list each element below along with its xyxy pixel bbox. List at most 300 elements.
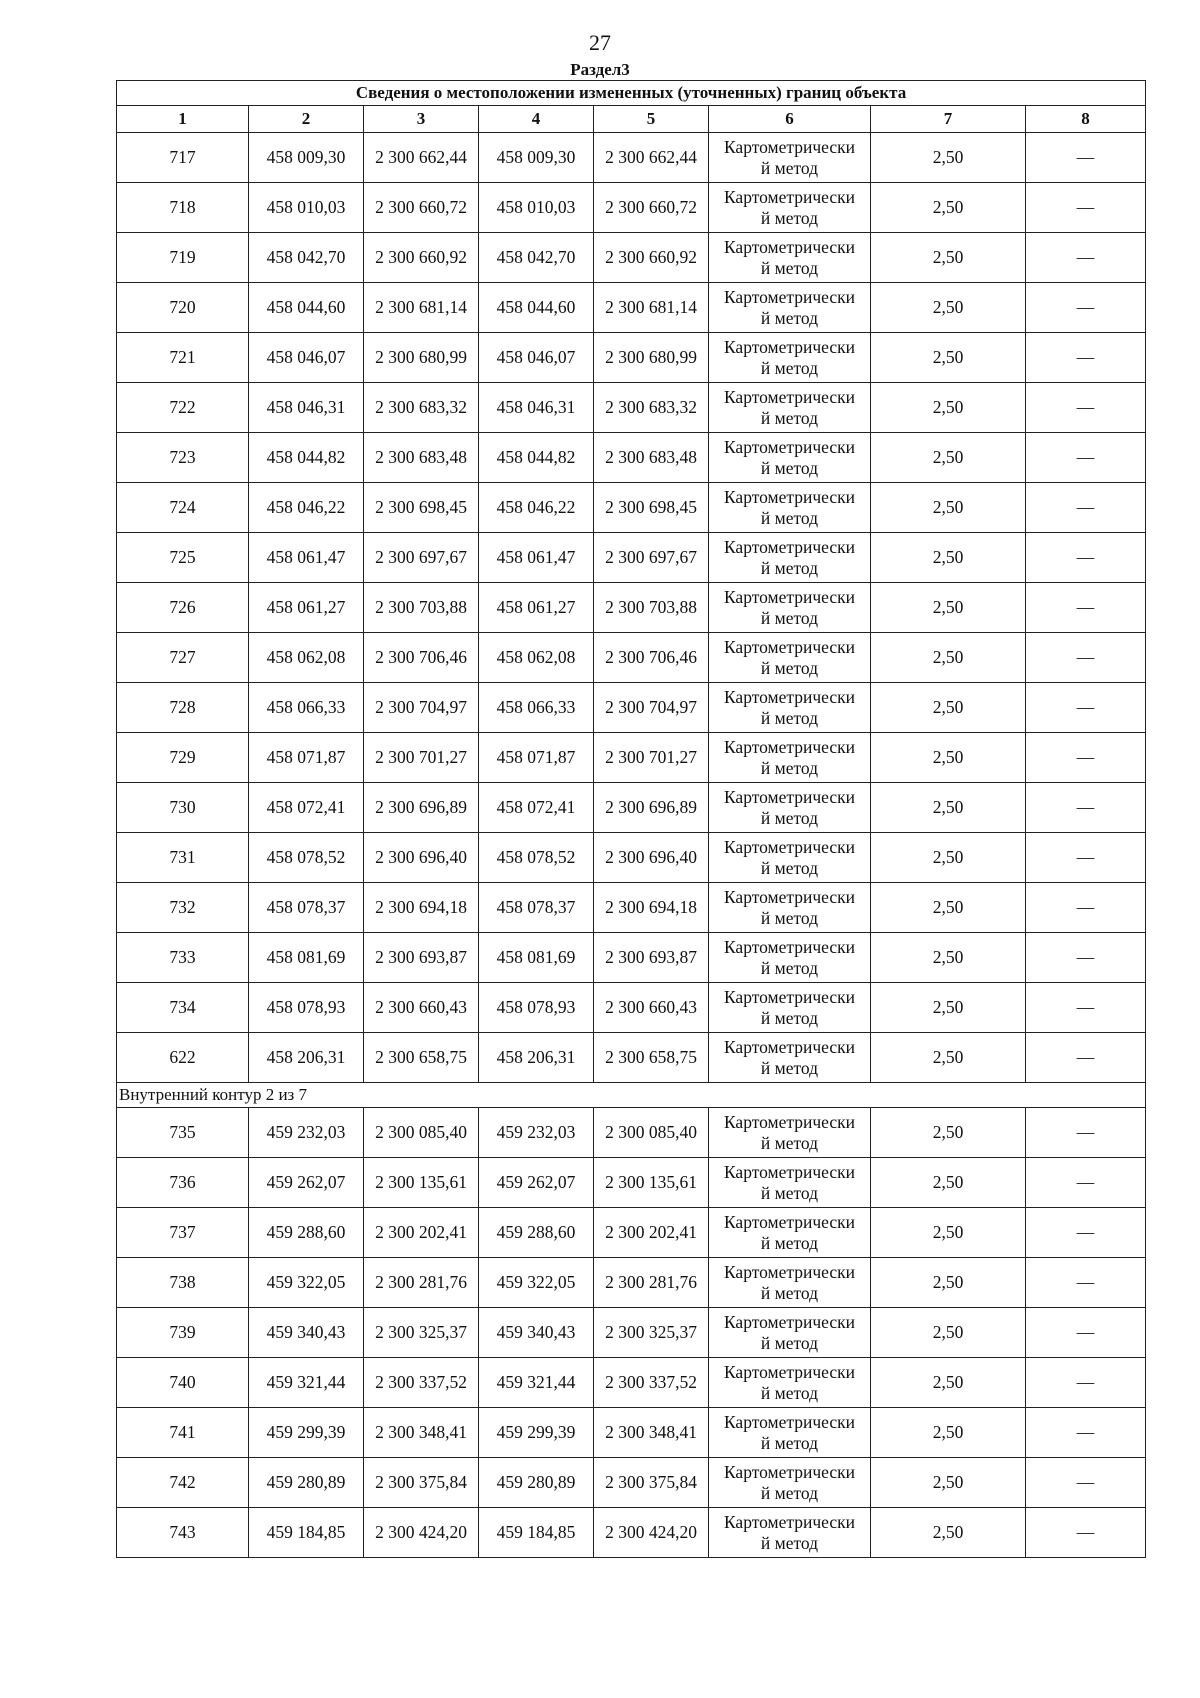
- accuracy-cell: 2,50: [871, 733, 1026, 783]
- method-line-1: Картометрически: [723, 836, 856, 857]
- method-cell: [709, 1458, 871, 1508]
- x-old-cell: 459 232,03: [249, 1108, 364, 1158]
- method-cell: [709, 683, 871, 733]
- x-new-cell: 458 072,41: [479, 783, 594, 833]
- accuracy-cell: 2,50: [871, 1408, 1026, 1458]
- method-line-2: й метод: [760, 257, 819, 278]
- x-old-cell: 459 288,60: [249, 1208, 364, 1258]
- x-old-cell: 458 046,22: [249, 483, 364, 533]
- x-new-cell: 459 299,39: [479, 1408, 594, 1458]
- accuracy-cell: 2,50: [871, 133, 1026, 183]
- x-old-cell: 458 078,52: [249, 833, 364, 883]
- method-line-2: й метод: [760, 207, 819, 228]
- method-line-1: Картометрически: [723, 1211, 856, 1232]
- accuracy-cell: 2,50: [871, 883, 1026, 933]
- method-line-2: й метод: [760, 757, 819, 778]
- note-cell: —: [1026, 433, 1146, 483]
- y-new-cell: 2 300 706,46: [594, 633, 709, 683]
- method-line-1: Картометрически: [723, 1036, 856, 1057]
- note-cell: —: [1026, 133, 1146, 183]
- method-line-2: й метод: [760, 607, 819, 628]
- method-cell: [709, 1508, 871, 1558]
- x-new-cell: 459 322,05: [479, 1258, 594, 1308]
- accuracy-cell: 2,50: [871, 533, 1026, 583]
- x-old-cell: 458 066,33: [249, 683, 364, 733]
- x-new-cell: 458 061,47: [479, 533, 594, 583]
- method-cell: [709, 483, 871, 533]
- accuracy-cell: 2,50: [871, 583, 1026, 633]
- x-new-cell: 459 288,60: [479, 1208, 594, 1258]
- y-new-cell: 2 300 660,43: [594, 983, 709, 1033]
- method-line-2: й метод: [760, 157, 819, 178]
- x-new-cell: 458 071,87: [479, 733, 594, 783]
- method-cell: [709, 733, 871, 783]
- note-cell: —: [1026, 1033, 1146, 1083]
- point-number-cell: 732: [117, 883, 249, 933]
- table-row: [117, 883, 1146, 933]
- y-new-cell: 2 300 703,88: [594, 583, 709, 633]
- x-new-cell: 458 062,08: [479, 633, 594, 683]
- x-new-cell: 458 046,07: [479, 333, 594, 383]
- x-old-cell: 458 061,47: [249, 533, 364, 583]
- method-cell: [709, 633, 871, 683]
- method-cell: [709, 233, 871, 283]
- accuracy-cell: 2,50: [871, 833, 1026, 883]
- note-cell: —: [1026, 1108, 1146, 1158]
- note-cell: —: [1026, 483, 1146, 533]
- x-new-cell: 458 010,03: [479, 183, 594, 233]
- y-old-cell: 2 300 424,20: [364, 1508, 479, 1558]
- x-old-cell: 458 010,03: [249, 183, 364, 233]
- x-new-cell: 458 042,70: [479, 233, 594, 283]
- table-row: [117, 1208, 1146, 1258]
- x-old-cell: 459 262,07: [249, 1158, 364, 1208]
- y-new-cell: 2 300 662,44: [594, 133, 709, 183]
- point-number-cell: 725: [117, 533, 249, 583]
- x-old-cell: 459 340,43: [249, 1308, 364, 1358]
- y-new-cell: 2 300 694,18: [594, 883, 709, 933]
- method-line-1: Картометрически: [723, 136, 856, 157]
- method-cell: [709, 183, 871, 233]
- note-cell: —: [1026, 633, 1146, 683]
- method-line-1: Картометрически: [723, 436, 856, 457]
- method-line-2: й метод: [760, 1282, 819, 1303]
- note-cell: —: [1026, 233, 1146, 283]
- y-new-cell: 2 300 424,20: [594, 1508, 709, 1558]
- point-number-cell: 726: [117, 583, 249, 633]
- method-line-2: й метод: [760, 807, 819, 828]
- method-cell: [709, 883, 871, 933]
- x-new-cell: 458 046,22: [479, 483, 594, 533]
- accuracy-cell: 2,50: [871, 983, 1026, 1033]
- accuracy-cell: 2,50: [871, 1508, 1026, 1558]
- y-old-cell: 2 300 704,97: [364, 683, 479, 733]
- y-new-cell: 2 300 660,92: [594, 233, 709, 283]
- y-old-cell: 2 300 660,92: [364, 233, 479, 283]
- y-new-cell: 2 300 701,27: [594, 733, 709, 783]
- note-cell: —: [1026, 1258, 1146, 1308]
- table-row: [117, 133, 1146, 183]
- point-number-cell: 739: [117, 1308, 249, 1358]
- x-new-cell: 459 184,85: [479, 1508, 594, 1558]
- point-number-cell: 736: [117, 1158, 249, 1208]
- accuracy-cell: 2,50: [871, 283, 1026, 333]
- note-cell: —: [1026, 533, 1146, 583]
- accuracy-cell: 2,50: [871, 383, 1026, 433]
- table-row: [117, 283, 1146, 333]
- point-number-cell: 720: [117, 283, 249, 333]
- y-new-cell: 2 300 683,32: [594, 383, 709, 433]
- x-old-cell: 458 062,08: [249, 633, 364, 683]
- y-new-cell: 2 300 698,45: [594, 483, 709, 533]
- point-number-cell: 733: [117, 933, 249, 983]
- table-row: [117, 183, 1146, 233]
- x-new-cell: 458 066,33: [479, 683, 594, 733]
- note-cell: —: [1026, 933, 1146, 983]
- y-old-cell: 2 300 680,99: [364, 333, 479, 383]
- point-number-cell: 735: [117, 1108, 249, 1158]
- y-old-cell: 2 300 658,75: [364, 1033, 479, 1083]
- point-number-cell: 717: [117, 133, 249, 183]
- x-new-cell: 458 009,30: [479, 133, 594, 183]
- x-old-cell: 458 009,30: [249, 133, 364, 183]
- table-row: [117, 1108, 1146, 1158]
- table-row: [117, 833, 1146, 883]
- column-number: 5: [594, 106, 709, 133]
- table-row: [117, 1358, 1146, 1408]
- y-new-cell: 2 300 337,52: [594, 1358, 709, 1408]
- x-old-cell: 459 299,39: [249, 1408, 364, 1458]
- contour-label: Внутренний контур 2 из 7: [117, 1083, 1146, 1108]
- method-line-2: й метод: [760, 907, 819, 928]
- x-old-cell: 459 280,89: [249, 1458, 364, 1508]
- method-line-2: й метод: [760, 1382, 819, 1403]
- x-new-cell: 458 081,69: [479, 933, 594, 983]
- point-number-cell: 729: [117, 733, 249, 783]
- method-line-1: Картометрически: [723, 1111, 856, 1132]
- y-old-cell: 2 300 696,89: [364, 783, 479, 833]
- method-line-1: Картометрически: [723, 1461, 856, 1482]
- point-number-cell: 727: [117, 633, 249, 683]
- note-cell: —: [1026, 333, 1146, 383]
- y-new-cell: 2 300 693,87: [594, 933, 709, 983]
- method-line-1: Картометрически: [723, 1411, 856, 1432]
- x-new-cell: 458 078,93: [479, 983, 594, 1033]
- method-line-1: Картометрически: [723, 936, 856, 957]
- y-old-cell: 2 300 694,18: [364, 883, 479, 933]
- page-number: 27: [589, 30, 611, 55]
- x-new-cell: 458 078,37: [479, 883, 594, 933]
- x-new-cell: 458 044,60: [479, 283, 594, 333]
- table-row: [117, 333, 1146, 383]
- point-number-cell: 742: [117, 1458, 249, 1508]
- method-line-1: Картометрически: [723, 336, 856, 357]
- method-line-2: й метод: [760, 357, 819, 378]
- y-old-cell: 2 300 660,72: [364, 183, 479, 233]
- x-new-cell: 459 262,07: [479, 1158, 594, 1208]
- x-old-cell: 458 044,60: [249, 283, 364, 333]
- y-old-cell: 2 300 697,67: [364, 533, 479, 583]
- note-cell: —: [1026, 1358, 1146, 1408]
- table-row: [117, 1458, 1146, 1508]
- note-cell: —: [1026, 683, 1146, 733]
- x-new-cell: 458 206,31: [479, 1033, 594, 1083]
- accuracy-cell: 2,50: [871, 1458, 1026, 1508]
- x-old-cell: 458 044,82: [249, 433, 364, 483]
- x-old-cell: 458 071,87: [249, 733, 364, 783]
- method-line-2: й метод: [760, 407, 819, 428]
- y-new-cell: 2 300 660,72: [594, 183, 709, 233]
- accuracy-cell: 2,50: [871, 233, 1026, 283]
- method-line-2: й метод: [760, 1182, 819, 1203]
- y-new-cell: 2 300 281,76: [594, 1258, 709, 1308]
- y-new-cell: 2 300 680,99: [594, 333, 709, 383]
- method-line-1: Картометрически: [723, 986, 856, 1007]
- point-number-cell: 734: [117, 983, 249, 1033]
- table-row: [117, 1258, 1146, 1308]
- method-line-2: й метод: [760, 657, 819, 678]
- method-line-2: й метод: [760, 557, 819, 578]
- method-cell: [709, 283, 871, 333]
- y-new-cell: 2 300 697,67: [594, 533, 709, 583]
- method-line-2: й метод: [760, 1007, 819, 1028]
- point-number-cell: 741: [117, 1408, 249, 1458]
- x-old-cell: 458 046,07: [249, 333, 364, 383]
- y-old-cell: 2 300 135,61: [364, 1158, 479, 1208]
- column-number: 7: [871, 106, 1026, 133]
- accuracy-cell: 2,50: [871, 433, 1026, 483]
- method-cell: [709, 933, 871, 983]
- accuracy-cell: 2,50: [871, 1208, 1026, 1258]
- accuracy-cell: 2,50: [871, 1358, 1026, 1408]
- x-old-cell: 459 322,05: [249, 1258, 364, 1308]
- method-line-1: Картометрически: [723, 186, 856, 207]
- method-line-2: й метод: [760, 457, 819, 478]
- method-line-1: Картометрически: [723, 486, 856, 507]
- y-new-cell: 2 300 683,48: [594, 433, 709, 483]
- table-row: [117, 1033, 1146, 1083]
- method-line-1: Картометрически: [723, 536, 856, 557]
- method-line-1: Картометрически: [723, 686, 856, 707]
- note-cell: —: [1026, 833, 1146, 883]
- x-old-cell: 459 321,44: [249, 1358, 364, 1408]
- method-line-2: й метод: [760, 707, 819, 728]
- y-new-cell: 2 300 202,41: [594, 1208, 709, 1258]
- y-new-cell: 2 300 325,37: [594, 1308, 709, 1358]
- x-new-cell: 458 061,27: [479, 583, 594, 633]
- column-number: 2: [249, 106, 364, 133]
- accuracy-cell: 2,50: [871, 783, 1026, 833]
- method-cell: [709, 1158, 871, 1208]
- accuracy-cell: 2,50: [871, 633, 1026, 683]
- method-line-2: й метод: [760, 1232, 819, 1253]
- section-title: Раздел3: [570, 60, 630, 79]
- table-row: [117, 433, 1146, 483]
- method-cell: [709, 133, 871, 183]
- method-cell: [709, 833, 871, 883]
- method-cell: [709, 1358, 871, 1408]
- method-line-2: й метод: [760, 1057, 819, 1078]
- y-old-cell: 2 300 706,46: [364, 633, 479, 683]
- method-cell: [709, 783, 871, 833]
- y-old-cell: 2 300 683,32: [364, 383, 479, 433]
- method-line-2: й метод: [760, 1332, 819, 1353]
- y-old-cell: 2 300 348,41: [364, 1408, 479, 1458]
- y-old-cell: 2 300 660,43: [364, 983, 479, 1033]
- method-cell: [709, 383, 871, 433]
- table-row: [117, 233, 1146, 283]
- point-number-cell: 738: [117, 1258, 249, 1308]
- point-number-cell: 728: [117, 683, 249, 733]
- method-line-2: й метод: [760, 307, 819, 328]
- method-cell: [709, 333, 871, 383]
- note-cell: —: [1026, 583, 1146, 633]
- x-old-cell: 458 072,41: [249, 783, 364, 833]
- note-cell: —: [1026, 733, 1146, 783]
- method-cell: [709, 583, 871, 633]
- point-number-cell: 731: [117, 833, 249, 883]
- method-line-1: Картометрически: [723, 386, 856, 407]
- y-old-cell: 2 300 337,52: [364, 1358, 479, 1408]
- point-number-cell: 718: [117, 183, 249, 233]
- method-cell: [709, 983, 871, 1033]
- method-cell: [709, 1258, 871, 1308]
- note-cell: —: [1026, 383, 1146, 433]
- y-old-cell: 2 300 375,84: [364, 1458, 479, 1508]
- x-old-cell: 458 078,37: [249, 883, 364, 933]
- method-line-1: Картометрически: [723, 286, 856, 307]
- table-row: [117, 1408, 1146, 1458]
- y-old-cell: 2 300 701,27: [364, 733, 479, 783]
- accuracy-cell: 2,50: [871, 1308, 1026, 1358]
- point-number-cell: 737: [117, 1208, 249, 1258]
- note-cell: —: [1026, 1208, 1146, 1258]
- column-number: 6: [709, 106, 871, 133]
- point-number-cell: 723: [117, 433, 249, 483]
- table-row: [117, 933, 1146, 983]
- method-line-1: Картометрически: [723, 786, 856, 807]
- note-cell: —: [1026, 983, 1146, 1033]
- point-number-cell: 740: [117, 1358, 249, 1408]
- accuracy-cell: 2,50: [871, 1033, 1026, 1083]
- table-row: [117, 1158, 1146, 1208]
- method-cell: [709, 1108, 871, 1158]
- y-old-cell: 2 300 085,40: [364, 1108, 479, 1158]
- column-number: 8: [1026, 106, 1146, 133]
- x-new-cell: 459 232,03: [479, 1108, 594, 1158]
- column-number: 3: [364, 106, 479, 133]
- y-new-cell: 2 300 348,41: [594, 1408, 709, 1458]
- y-old-cell: 2 300 703,88: [364, 583, 479, 633]
- method-line-2: й метод: [760, 1482, 819, 1503]
- accuracy-cell: 2,50: [871, 483, 1026, 533]
- y-old-cell: 2 300 681,14: [364, 283, 479, 333]
- table-row: [117, 383, 1146, 433]
- point-number-cell: 622: [117, 1033, 249, 1083]
- note-cell: —: [1026, 183, 1146, 233]
- table-row: [117, 633, 1146, 683]
- method-cell: [709, 1408, 871, 1458]
- method-line-1: Картометрически: [723, 1261, 856, 1282]
- y-old-cell: 2 300 693,87: [364, 933, 479, 983]
- y-new-cell: 2 300 375,84: [594, 1458, 709, 1508]
- accuracy-cell: 2,50: [871, 933, 1026, 983]
- x-old-cell: 458 081,69: [249, 933, 364, 983]
- method-cell: [709, 433, 871, 483]
- y-old-cell: 2 300 662,44: [364, 133, 479, 183]
- method-cell: [709, 1308, 871, 1358]
- method-line-2: й метод: [760, 957, 819, 978]
- method-cell: [709, 533, 871, 583]
- note-cell: —: [1026, 1158, 1146, 1208]
- method-line-2: й метод: [760, 1532, 819, 1553]
- method-line-1: Картометрически: [723, 1511, 856, 1532]
- accuracy-cell: 2,50: [871, 1108, 1026, 1158]
- method-line-2: й метод: [760, 1132, 819, 1153]
- point-number-cell: 730: [117, 783, 249, 833]
- x-old-cell: 458 042,70: [249, 233, 364, 283]
- table-caption: Сведения о местоположении измененных (уточненных) границ объекта: [117, 81, 1146, 106]
- note-cell: —: [1026, 1308, 1146, 1358]
- column-number-row: [117, 106, 1146, 133]
- point-number-cell: 724: [117, 483, 249, 533]
- table-body: [117, 81, 1146, 1558]
- x-new-cell: 459 340,43: [479, 1308, 594, 1358]
- table-row: [117, 533, 1146, 583]
- method-cell: [709, 1033, 871, 1083]
- y-old-cell: 2 300 683,48: [364, 433, 479, 483]
- accuracy-cell: 2,50: [871, 1258, 1026, 1308]
- method-line-1: Картометрически: [723, 886, 856, 907]
- method-cell: [709, 1208, 871, 1258]
- point-number-cell: 721: [117, 333, 249, 383]
- method-line-1: Картометрически: [723, 586, 856, 607]
- note-cell: —: [1026, 1408, 1146, 1458]
- method-line-1: Картометрически: [723, 236, 856, 257]
- contour-label-row: [117, 1083, 1146, 1108]
- note-cell: —: [1026, 283, 1146, 333]
- x-old-cell: 458 046,31: [249, 383, 364, 433]
- point-number-cell: 719: [117, 233, 249, 283]
- y-old-cell: 2 300 696,40: [364, 833, 479, 883]
- x-old-cell: 458 061,27: [249, 583, 364, 633]
- y-old-cell: 2 300 325,37: [364, 1308, 479, 1358]
- table-row: [117, 683, 1146, 733]
- method-line-1: Картометрически: [723, 1311, 856, 1332]
- y-new-cell: 2 300 658,75: [594, 1033, 709, 1083]
- table-row: [117, 783, 1146, 833]
- accuracy-cell: 2,50: [871, 683, 1026, 733]
- table-row: [117, 983, 1146, 1033]
- note-cell: —: [1026, 883, 1146, 933]
- method-line-2: й метод: [760, 857, 819, 878]
- point-number-cell: 722: [117, 383, 249, 433]
- table-caption-row: [117, 81, 1146, 106]
- x-new-cell: 459 280,89: [479, 1458, 594, 1508]
- table-row: [117, 483, 1146, 533]
- point-number-cell: 743: [117, 1508, 249, 1558]
- column-number: 4: [479, 106, 594, 133]
- note-cell: —: [1026, 783, 1146, 833]
- y-new-cell: 2 300 704,97: [594, 683, 709, 733]
- x-new-cell: 459 321,44: [479, 1358, 594, 1408]
- x-old-cell: 458 078,93: [249, 983, 364, 1033]
- method-line-1: Картометрически: [723, 1161, 856, 1182]
- x-new-cell: 458 046,31: [479, 383, 594, 433]
- boundary-table: [116, 80, 1146, 1558]
- note-cell: —: [1026, 1508, 1146, 1558]
- y-new-cell: 2 300 085,40: [594, 1108, 709, 1158]
